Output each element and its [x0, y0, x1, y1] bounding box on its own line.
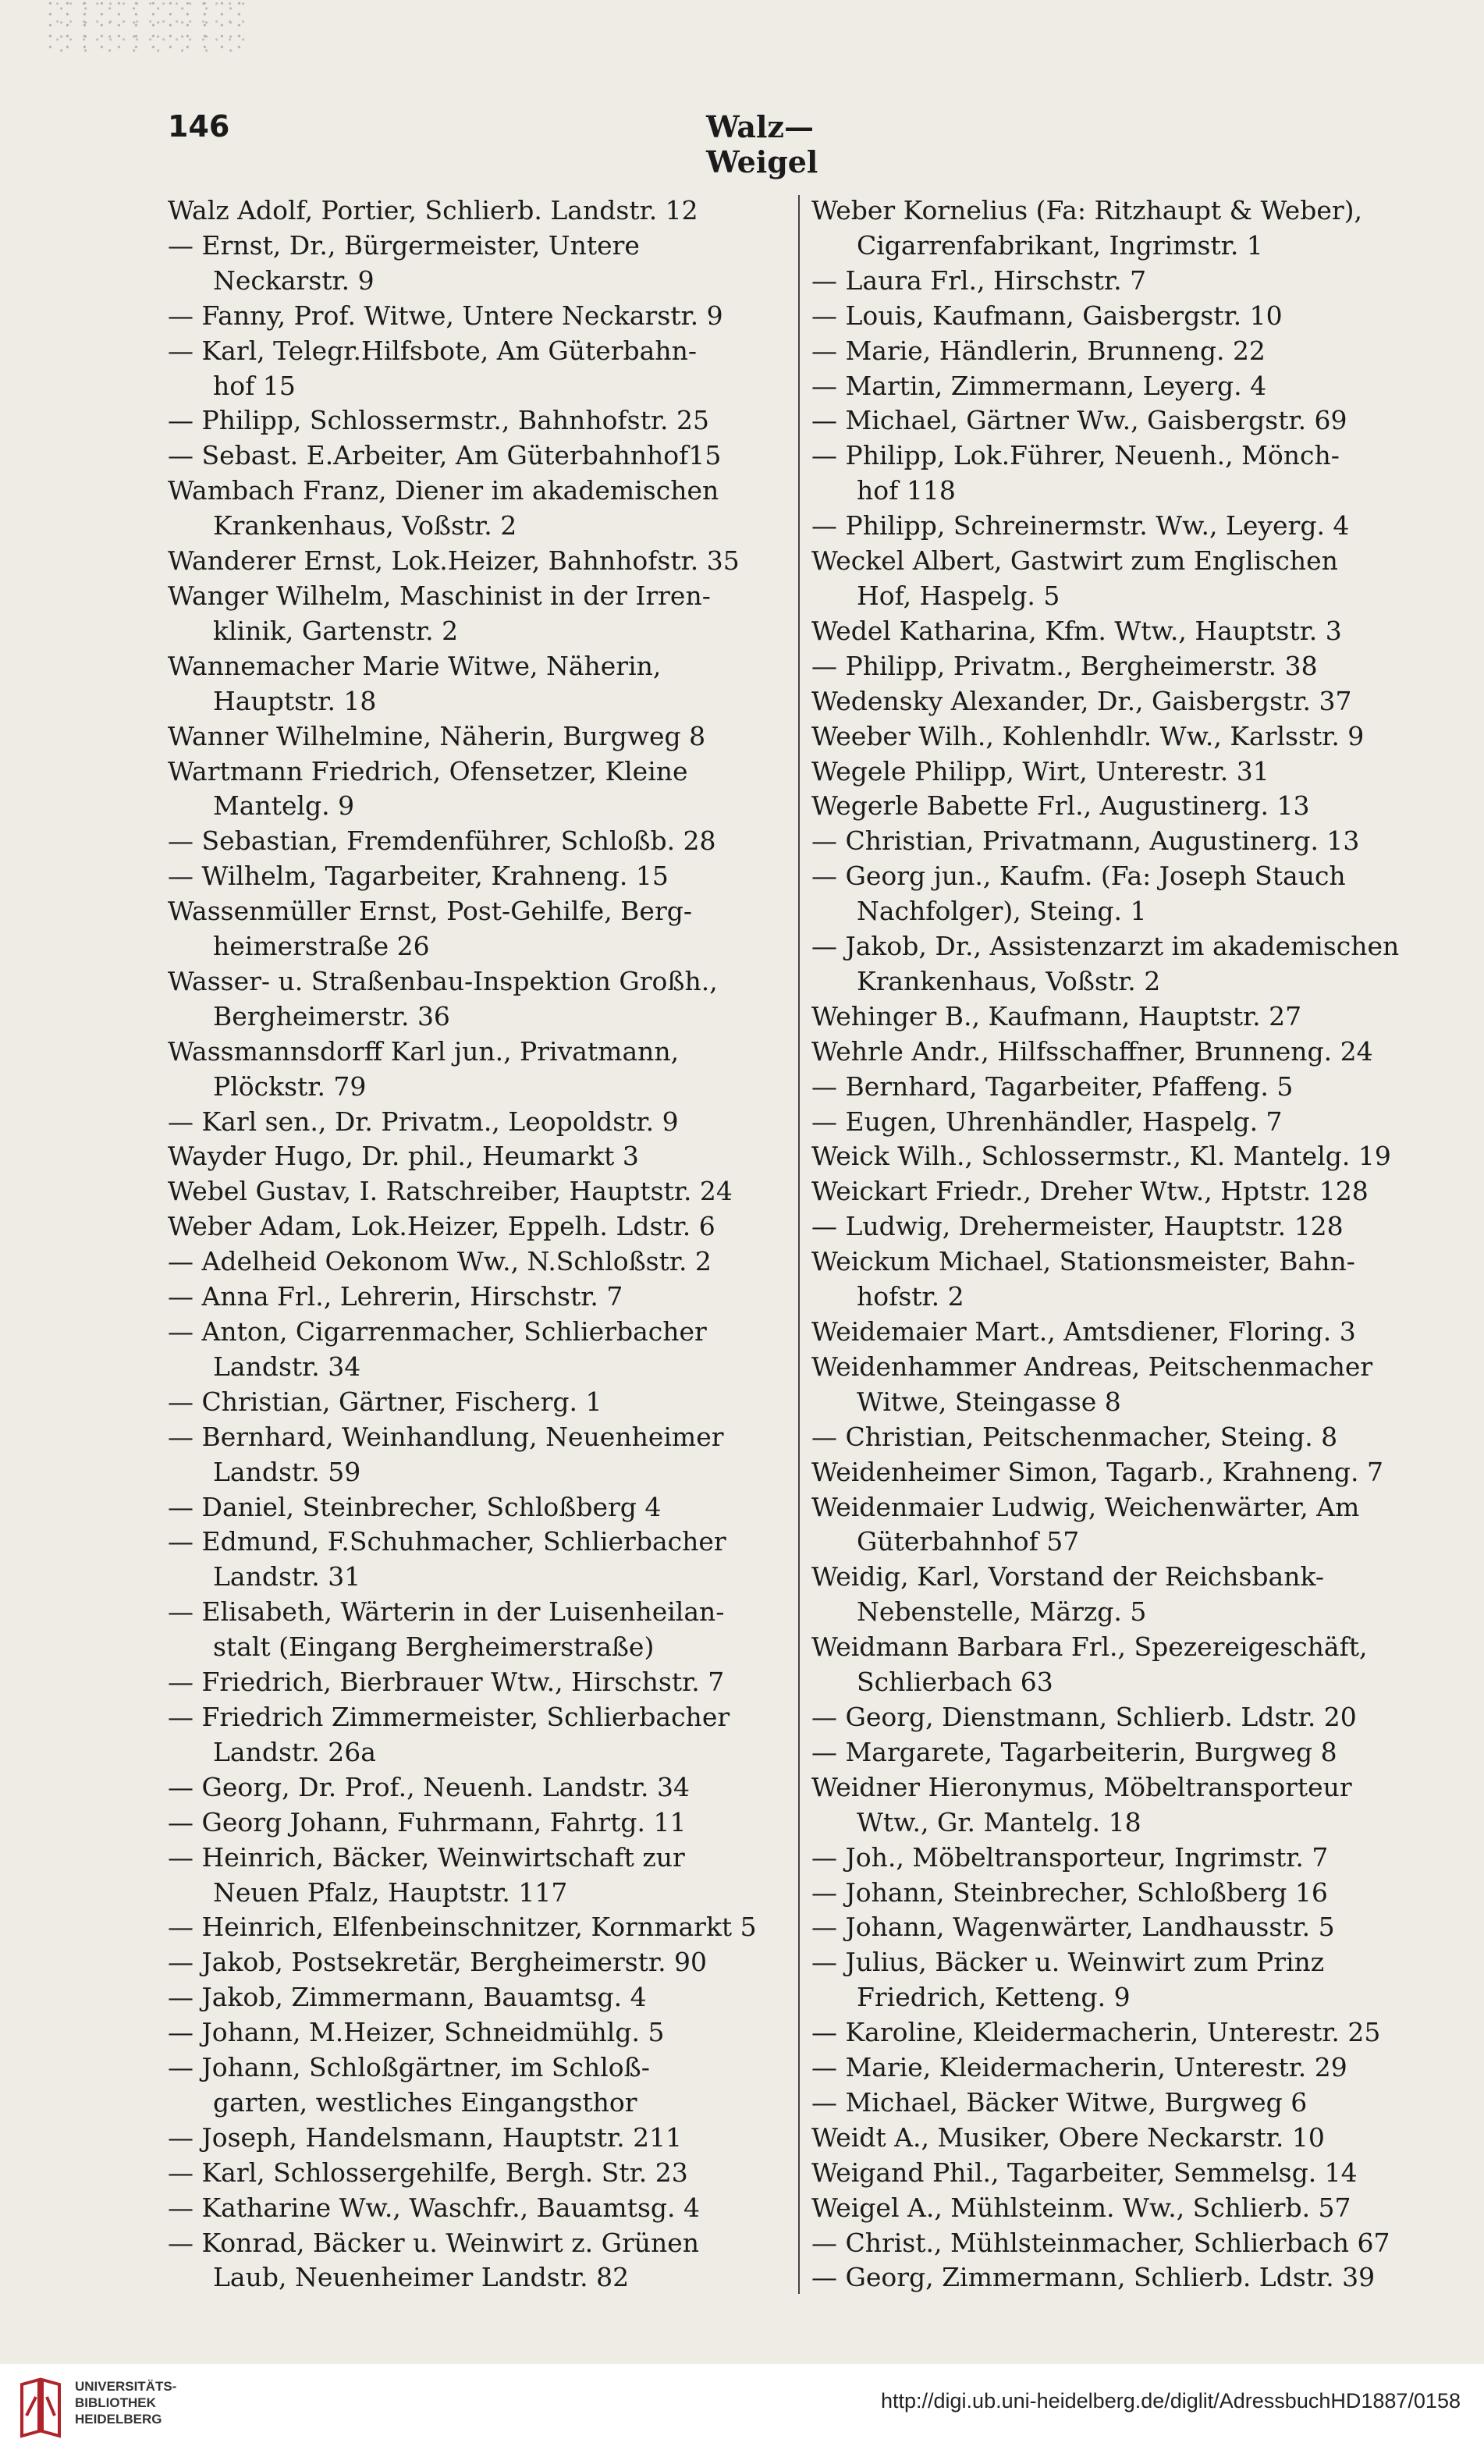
directory-columns — [168, 195, 1440, 2294]
directory-entry-line: — Sebastian, Fremdenführer, Schloßb. 28 — [168, 825, 716, 857]
entry-continuation-line: Schlierbach 63 — [857, 1667, 1053, 1698]
directory-entry-line: Wedel Katharina, Kfm. Wtw., Hauptstr. 3 — [811, 615, 1342, 646]
directory-entry-line: — Adelheid Oekonom Ww., N.Schloßstr. 2 — [168, 1246, 712, 1277]
source-url-link[interactable]: http://digi.ub.uni-heidelberg.de/diglit/AdressbuchHD1887/0158 — [880, 2389, 1461, 2413]
entry-continuation-line: klinik, Gartenstr. 2 — [213, 615, 459, 646]
entry-continuation-line: Krankenhaus, Voßstr. 2 — [213, 510, 517, 541]
column-divider — [798, 195, 800, 2294]
directory-entry-line: Weidenheimer Simon, Tagarb., Krahneng. 7 — [811, 1456, 1383, 1487]
directory-entry-line: Weidemaier Mart., Amtsdiener, Floring. 3 — [811, 1316, 1356, 1347]
directory-entry-line: — Karoline, Kleidermacherin, Unterestr. 25 — [811, 2017, 1381, 2048]
directory-entry-line: — Konrad, Bäcker u. Weinwirt z. Grünen — [168, 2227, 700, 2258]
entry-continuation-line: Landstr. 59 — [213, 1456, 361, 1487]
directory-entry-line: — Julius, Bäcker u. Weinwirt zum Prinz — [811, 1947, 1325, 1978]
directory-entry-line: — Laura Frl., Hirschstr. 7 — [811, 265, 1147, 296]
viewer-footer — [0, 2364, 1484, 2464]
directory-entry-line: — Marie, Kleidermacherin, Unterestr. 29 — [811, 2052, 1347, 2083]
entry-continuation-line: Hauptstr. 18 — [213, 685, 377, 716]
directory-entry-line: — Philipp, Lok.Führer, Neuenh., Mönch- — [811, 440, 1340, 471]
entry-continuation-line: Bergheimerstr. 36 — [213, 1000, 450, 1031]
entry-continuation-line: Güterbahnhof 57 — [857, 1526, 1080, 1557]
directory-entry-line: — Eugen, Uhrenhändler, Haspelg. 7 — [811, 1106, 1283, 1137]
directory-entry-line: — Daniel, Steinbrecher, Schloßberg 4 — [168, 1491, 662, 1522]
entry-continuation-line: Nachfolger), Steing. 1 — [857, 896, 1147, 927]
entry-continuation-line: heimerstraße 26 — [213, 931, 430, 962]
directory-entry-line: Wehinger B., Kaufmann, Hauptstr. 27 — [811, 1000, 1302, 1031]
directory-entry-line: — Joh., Möbeltransporteur, Ingrimstr. 7 — [811, 1841, 1329, 1873]
directory-entry-line: — Fanny, Prof. Witwe, Untere Neckarstr. 9 — [168, 300, 723, 331]
directory-entry-line: — Anna Frl., Lehrerin, Hirschstr. 7 — [168, 1281, 623, 1312]
entry-continuation-line: Neuen Pfalz, Hauptstr. 117 — [213, 1876, 568, 1908]
entry-continuation-line: Nebenstelle, Märzg. 5 — [857, 1596, 1147, 1628]
directory-entry-line: — Bernhard, Tagarbeiter, Pfaffeng. 5 — [811, 1070, 1294, 1102]
directory-entry-line: — Philipp, Schlossermstr., Bahnhofstr. 25 — [168, 405, 709, 436]
directory-entry-line: — Friedrich Zimmermeister, Schlierbacher — [168, 1701, 730, 1732]
directory-entry-line: Weckel Albert, Gastwirt zum Englischen — [811, 545, 1338, 577]
directory-entry-line: Wanderer Ernst, Lok.Heizer, Bahnhofstr. 35 — [168, 545, 740, 577]
directory-entry-line: — Philipp, Privatm., Bergheimerstr. 38 — [811, 650, 1318, 681]
directory-entry-line: — Joseph, Handelsmann, Hauptstr. 211 — [168, 2121, 683, 2153]
directory-entry-line: Wassmannsdorff Karl jun., Privatmann, — [168, 1035, 680, 1067]
directory-entry-line: — Heinrich, Bäcker, Weinwirtschaft zur — [168, 1841, 685, 1873]
entry-continuation-line: Krankenhaus, Voßstr. 2 — [857, 965, 1161, 996]
library-name-line-3: HEIDELBERG — [75, 2412, 162, 2427]
directory-entry-line: — Georg, Dienstmann, Schlierb. Ldstr. 20 — [811, 1701, 1357, 1732]
directory-entry-line: Weidenhammer Andreas, Peitschenmacher — [811, 1351, 1373, 1382]
directory-entry-line: Wegele Philipp, Wirt, Unterestr. 31 — [811, 755, 1269, 786]
scan-speckles — [47, 0, 250, 55]
entry-continuation-line: Laub, Neuenheimer Landstr. 82 — [213, 2262, 630, 2293]
directory-entry-line: — Louis, Kaufmann, Gaisbergstr. 10 — [811, 300, 1283, 331]
directory-entry-line: Weidig, Karl, Vorstand der Reichsbank- — [811, 1561, 1325, 1592]
directory-entry-line: — Christian, Privatmann, Augustinerg. 13 — [811, 825, 1360, 857]
directory-entry-line: Wedensky Alexander, Dr., Gaisbergstr. 37 — [811, 685, 1352, 716]
entry-continuation-line: Mantelg. 9 — [213, 790, 355, 822]
entry-continuation-line: hofstr. 2 — [857, 1281, 964, 1312]
directory-entry-line: Weigel A., Mühlsteinm. Ww., Schlierb. 57 — [811, 2192, 1351, 2223]
left-column — [168, 195, 786, 2294]
directory-entry-line: Wasser- u. Straßenbau-Inspektion Großh., — [168, 965, 718, 996]
directory-entry-line: — Johann, Wagenwärter, Landhausstr. 5 — [811, 1912, 1335, 1943]
directory-entry-line: Weick Wilh., Schlossermstr., Kl. Mantelg. 19 — [811, 1141, 1391, 1172]
directory-entry-line: Weber Kornelius (Fa: Ritzhaupt & Weber), — [811, 195, 1362, 225]
entry-continuation-line: Landstr. 31 — [213, 1561, 361, 1592]
directory-entry-line: Weidner Hieronymus, Möbeltransporteur — [811, 1771, 1352, 1802]
page-number: 146 — [168, 109, 230, 144]
directory-entry-line: Webel Gustav, I. Ratschreiber, Hauptstr. 24 — [168, 1176, 733, 1207]
directory-entry-line: — Michael, Bäcker Witwe, Burgweg 6 — [811, 2086, 1308, 2118]
directory-entry-line: — Jakob, Postsekretär, Bergheimerstr. 90 — [168, 1947, 708, 1978]
directory-entry-line: — Elisabeth, Wärterin in der Luisenheilan- — [168, 1596, 725, 1628]
directory-entry-line: — Georg, Zimmermann, Schlierb. Ldstr. 39 — [811, 2262, 1376, 2293]
directory-entry-line: — Margarete, Tagarbeiterin, Burgweg 8 — [811, 1736, 1337, 1767]
directory-entry-line: Weigand Phil., Tagarbeiter, Semmelsg. 14 — [811, 2157, 1358, 2188]
directory-entry-line: — Edmund, F.Schuhmacher, Schlierbacher — [168, 1526, 726, 1557]
entry-continuation-line: Plöckstr. 79 — [213, 1070, 367, 1102]
directory-entry-line: — Katharine Ww., Waschfr., Bauamtsg. 4 — [168, 2192, 700, 2223]
entry-continuation-line: Wtw., Gr. Mantelg. 18 — [857, 1806, 1141, 1837]
directory-entry-line: — Sebast. E.Arbeiter, Am Güterbahnhof15 — [168, 440, 722, 471]
directory-entry-line: — Georg Johann, Fuhrmann, Fahrtg. 11 — [168, 1806, 687, 1837]
directory-entry-line: — Christian, Peitschenmacher, Steing. 8 — [811, 1421, 1338, 1452]
directory-entry-line: Wanger Wilhelm, Maschinist in der Irren- — [168, 580, 711, 611]
directory-entry-line: Weickart Friedr., Dreher Wtw., Hptstr. 128 — [811, 1176, 1369, 1207]
directory-entry-line: — Anton, Cigarrenmacher, Schlierbacher — [168, 1316, 707, 1347]
directory-entry-line: — Ludwig, Drehermeister, Hauptstr. 128 — [811, 1211, 1344, 1242]
directory-entry-line: — Ernst, Dr., Bürgermeister, Untere — [168, 229, 640, 261]
directory-entry-line: — Friedrich, Bierbrauer Wtw., Hirschstr. 7 — [168, 1667, 725, 1698]
directory-entry-line: Wanner Wilhelmine, Näherin, Burgweg 8 — [168, 720, 706, 751]
running-title: Walz—Weigel — [706, 109, 818, 179]
directory-entry-line: — Christ., Mühlsteinmacher, Schlierbach 67 — [811, 2227, 1390, 2258]
directory-entry-line: — Johann, Steinbrecher, Schloßberg 16 — [811, 1876, 1328, 1908]
directory-entry-line: Wegerle Babette Frl., Augustinerg. 13 — [811, 790, 1310, 822]
directory-entry-line: — Jakob, Zimmermann, Bauamtsg. 4 — [168, 1982, 647, 2013]
entry-continuation-line: Cigarrenfabrikant, Ingrimstr. 1 — [857, 229, 1263, 261]
directory-entry-line: — Karl, Schlossergehilfe, Bergh. Str. 23 — [168, 2157, 688, 2188]
entry-continuation-line: stalt (Eingang Bergheimerstraße) — [213, 1631, 655, 1663]
directory-entry-line: Weber Adam, Lok.Heizer, Eppelh. Ldstr. 6 — [168, 1211, 715, 1242]
directory-entry-line: Wannemacher Marie Witwe, Näherin, — [168, 650, 662, 681]
directory-entry-line: Wayder Hugo, Dr. phil., Heumarkt 3 — [168, 1141, 639, 1172]
directory-entry-line: — Wilhelm, Tagarbeiter, Krahneng. 15 — [168, 861, 669, 892]
directory-entry-line: — Christian, Gärtner, Fischerg. 1 — [168, 1386, 602, 1417]
library-name[interactable] — [75, 2378, 176, 2427]
directory-entry-line: — Georg jun., Kaufm. (Fa: Joseph Stauch — [811, 861, 1346, 892]
directory-entry-line: — Philipp, Schreinermstr. Ww., Leyerg. 4 — [811, 510, 1350, 541]
directory-entry-line: Wassenmüller Ernst, Post-Gehilfe, Berg- — [168, 896, 693, 927]
directory-entry-line: — Karl sen., Dr. Privatm., Leopoldstr. 9 — [168, 1106, 679, 1137]
entry-continuation-line: Landstr. 26a — [213, 1736, 376, 1767]
directory-entry-line: — Michael, Gärtner Ww., Gaisbergstr. 69 — [811, 405, 1347, 436]
library-name-line-1: UNIVERSITÄTS- — [75, 2379, 177, 2394]
directory-entry-line: — Jakob, Dr., Assistenzarzt im akademischen — [811, 931, 1400, 962]
directory-entry-line: Weeber Wilh., Kohlenhdlr. Ww., Karlsstr. 9 — [811, 720, 1365, 751]
page-header — [168, 109, 909, 179]
directory-entry-line: Wambach Franz, Diener im akademischen — [168, 475, 719, 506]
entry-continuation-line: Hof, Haspelg. 5 — [857, 580, 1060, 611]
directory-entry-line: Weickum Michael, Stationsmeister, Bahn- — [811, 1246, 1355, 1277]
directory-entry-line: Walz Adolf, Portier, Schlierb. Landstr. 12 — [168, 195, 698, 225]
directory-entry-line: — Karl, Telegr.Hilfsbote, Am Güterbahn- — [168, 335, 697, 366]
directory-entry-line: Weidmann Barbara Frl., Spezereigeschäft, — [811, 1631, 1368, 1663]
ub-heidelberg-logo-icon[interactable] — [16, 2377, 66, 2439]
directory-entry-line: Weidt A., Musiker, Obere Neckarstr. 10 — [811, 2121, 1325, 2153]
entry-continuation-line: Landstr. 34 — [213, 1351, 361, 1382]
directory-entry-line: Wehrle Andr., Hilfsschaffner, Brunneng. 24 — [811, 1035, 1373, 1067]
directory-entry-line: Weidenmaier Ludwig, Weichenwärter, Am — [811, 1491, 1360, 1522]
entry-continuation-line: garten, westliches Eingangsthor — [213, 2086, 637, 2118]
library-name-line-2: BIBLIOTHEK — [75, 2395, 156, 2410]
right-column — [811, 195, 1440, 2294]
directory-entry-line: — Johann, M.Heizer, Schneidmühlg. 5 — [168, 2017, 665, 2048]
directory-entry-line: Wartmann Friedrich, Ofensetzer, Kleine — [168, 755, 688, 786]
entry-continuation-line: Friedrich, Ketteng. 9 — [857, 1982, 1131, 2013]
directory-entry-line: — Heinrich, Elfenbeinschnitzer, Kornmarkt 5 — [168, 1912, 757, 1943]
entry-continuation-line: hof 118 — [857, 475, 956, 506]
entry-continuation-line: hof 15 — [213, 370, 296, 401]
entry-continuation-line: Neckarstr. 9 — [213, 265, 375, 296]
directory-entry-line: — Martin, Zimmermann, Leyerg. 4 — [811, 370, 1267, 401]
directory-entry-line: — Georg, Dr. Prof., Neuenh. Landstr. 34 — [168, 1771, 691, 1802]
entry-continuation-line: Witwe, Steingasse 8 — [857, 1386, 1121, 1417]
directory-entry-line: — Marie, Händlerin, Brunneng. 22 — [811, 335, 1266, 366]
directory-entry-line: — Bernhard, Weinhandlung, Neuenheimer — [168, 1421, 724, 1452]
directory-entry-line: — Johann, Schloßgärtner, im Schloß- — [168, 2052, 650, 2083]
